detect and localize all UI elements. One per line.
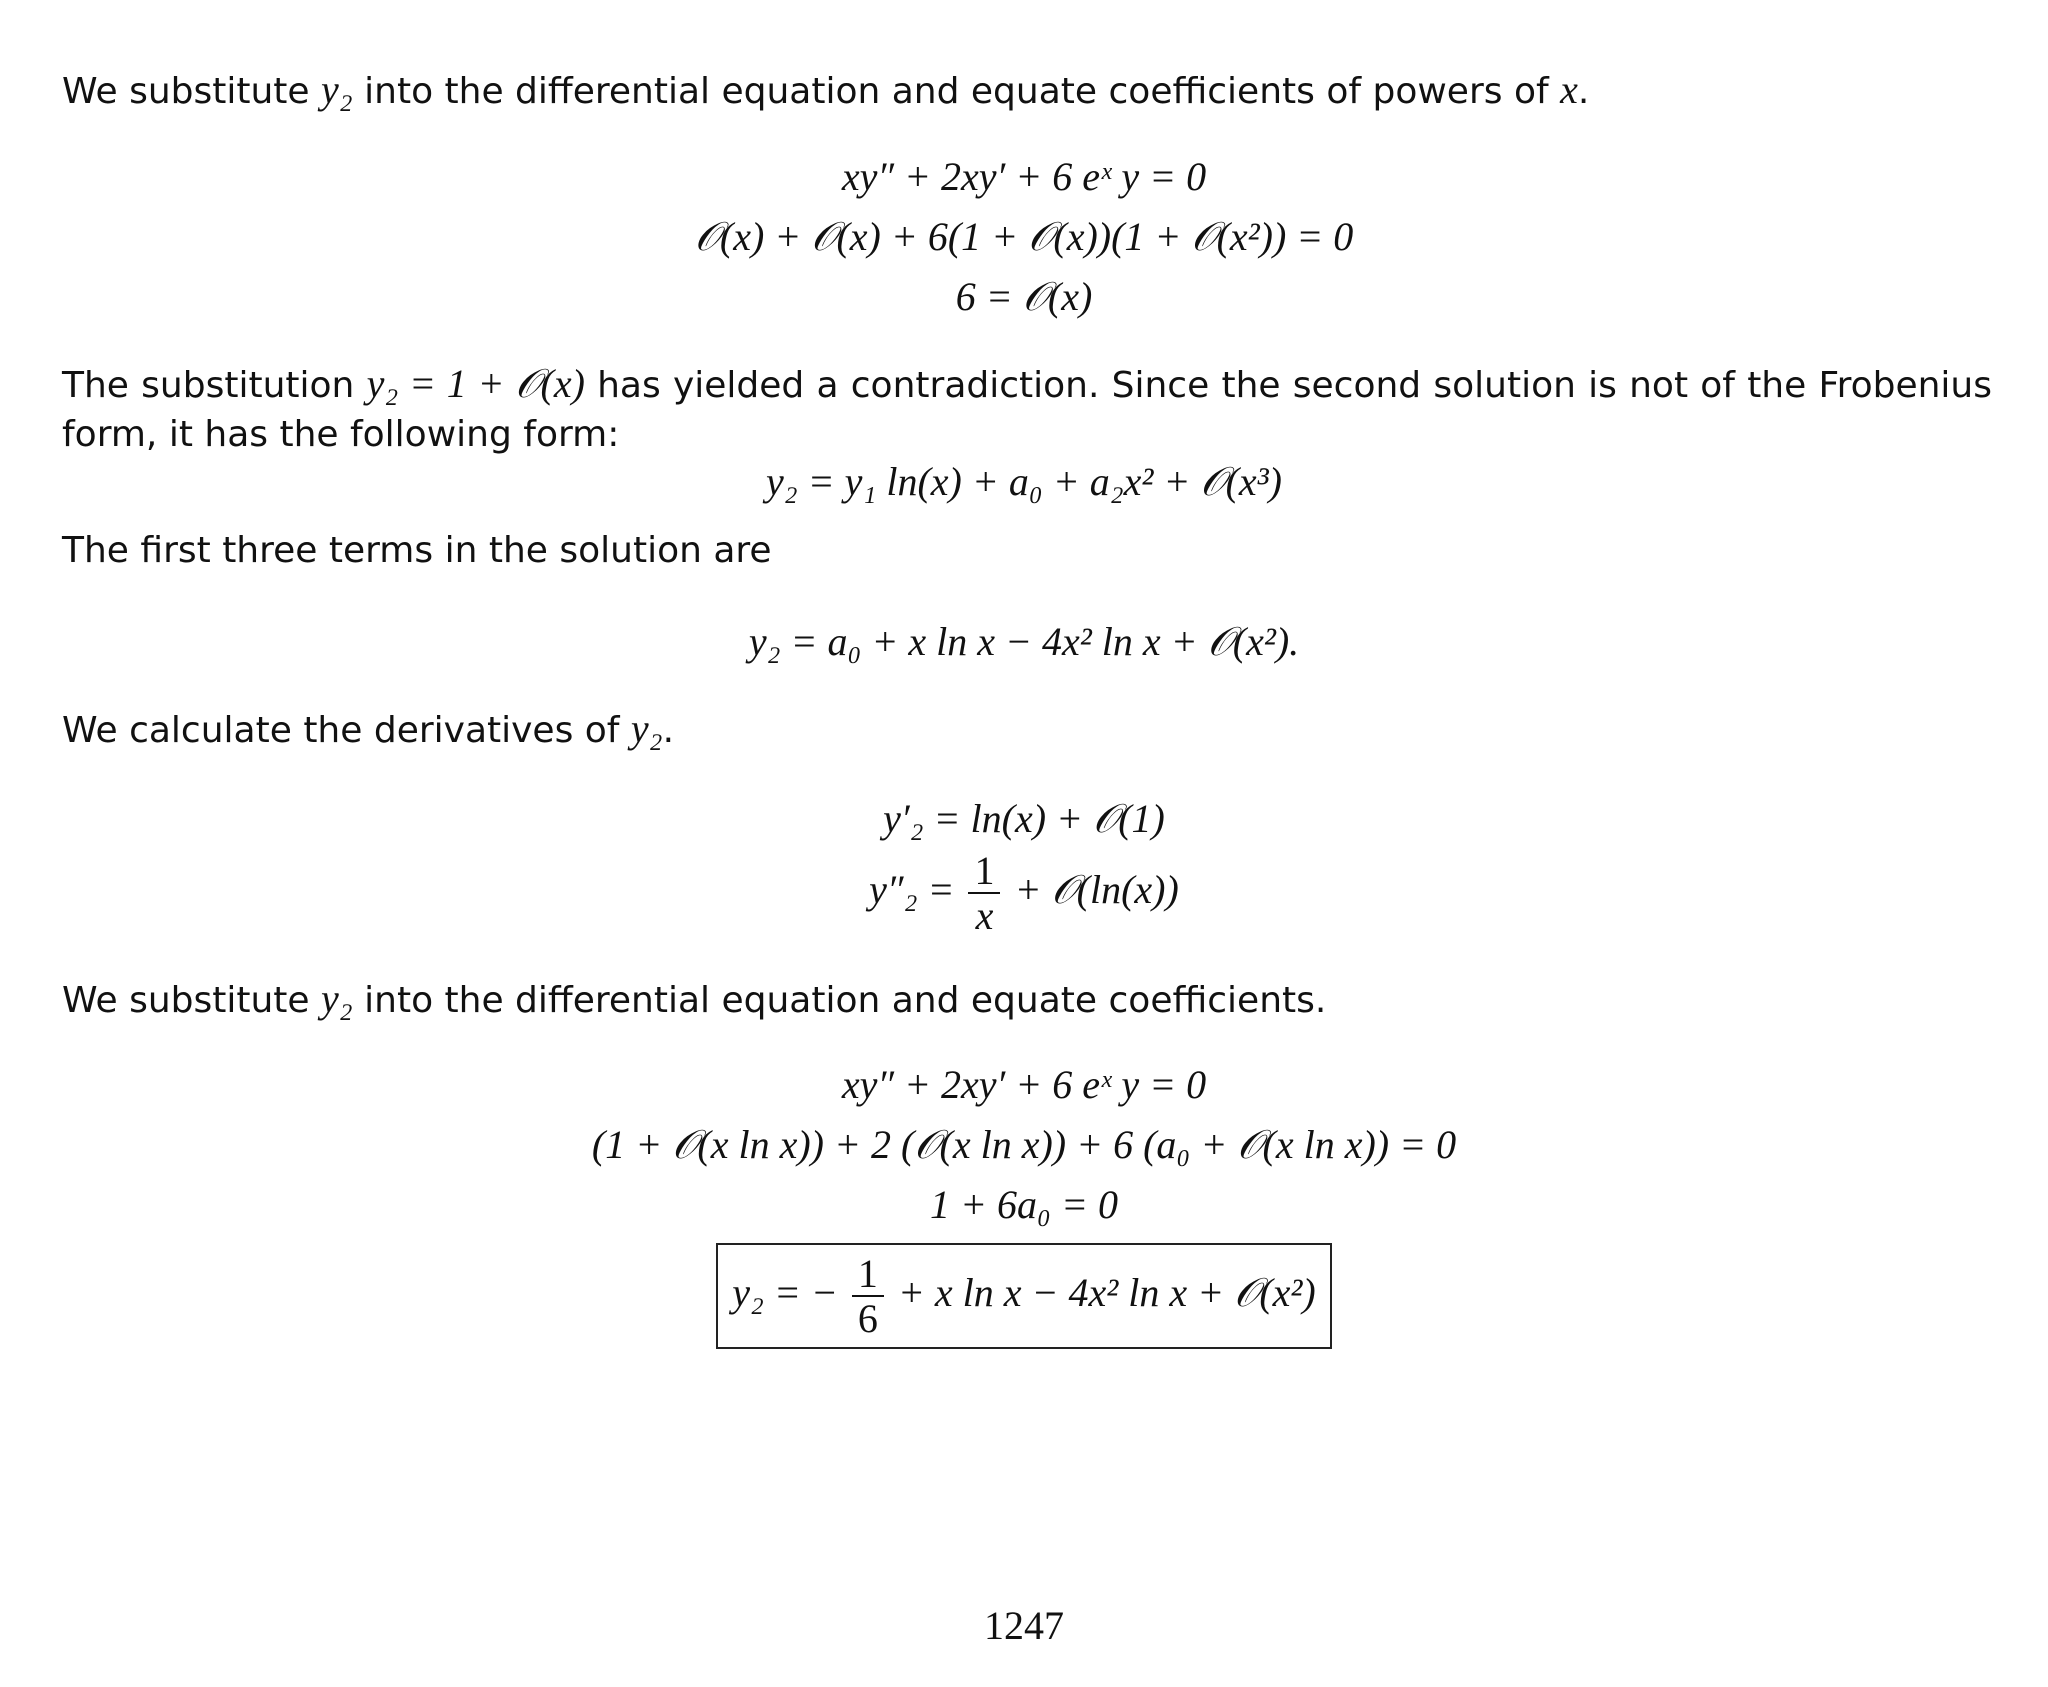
equation-line: xy″ + 2xy′ + 6 eˣ y = 0 xyxy=(841,1062,1207,1107)
page-number: 1247 xyxy=(984,1603,1064,1648)
paragraph-derivatives xyxy=(62,703,1992,756)
text: into the differential equation and equate coefficients. xyxy=(352,980,1327,1021)
text: The substitution xyxy=(62,365,367,406)
text: We calculate the derivatives of xyxy=(62,710,631,751)
text: has yielded a contradiction. Since the second solution is not of the Frobenius form, it has the following form: xyxy=(62,365,1992,455)
math-inline: y₂ xyxy=(321,67,353,112)
fraction: $\frac{1}{6}$ xyxy=(852,1253,884,1341)
math-inline: x xyxy=(1560,67,1578,112)
equation-line: y′₂ = ln(x) + 𝒪(1) xyxy=(883,796,1165,841)
text: The first three terms in the solution are xyxy=(62,530,772,571)
equation-line: 1 + 6a₀ = 0 xyxy=(930,1182,1118,1227)
equation-line: xy″ + 2xy′ + 6 eˣ y = 0 xyxy=(841,154,1207,199)
equation-form: y₂ = y₁ ln(x) + a₀ + a₂x² + 𝒪(x³) xyxy=(766,459,1282,504)
math-inline: y₂ xyxy=(321,976,353,1021)
fraction: $\frac{1}{x}$ xyxy=(968,850,1000,938)
equation-line: 𝒪(x) + 𝒪(x) + 6(1 + 𝒪(x))(1 + 𝒪(x²)) = 0 xyxy=(694,214,1354,259)
text: . xyxy=(662,710,675,751)
text: We substitute xyxy=(62,71,322,112)
text: . xyxy=(1577,71,1590,112)
equation-line: (1 + 𝒪(x ln x)) + 2 (𝒪(x ln x)) + 6 (a₀ + 𝒪(x ln x)) = 0 xyxy=(591,1122,1457,1167)
equation-first-terms: y₂ = a₀ + x ln x − 4x² ln x + 𝒪(x²). xyxy=(748,619,1300,664)
paragraph-substitute-powers xyxy=(62,64,1992,117)
paragraph-contradiction xyxy=(62,358,1992,458)
math-inline: y₂ xyxy=(630,706,663,751)
math-inline: y₂ = 1 + 𝒪(x) xyxy=(366,361,585,406)
equation-line: 6 = 𝒪(x) xyxy=(955,274,1093,319)
paragraph-substitute-coefficients xyxy=(62,973,1992,1026)
text: We substitute xyxy=(62,980,322,1021)
paragraph-first-three-terms xyxy=(62,527,1992,575)
text: into the differential equation and equate coefficients of powers of xyxy=(352,71,1561,112)
equation-line: y″₂ = $\frac{1}{x}$ + 𝒪(ln(x)) xyxy=(869,848,1179,938)
boxed-result: y₂ = − $\frac{1}{6}$ + x ln x − 4x² ln x + 𝒪(x²) xyxy=(0,1243,2048,1349)
